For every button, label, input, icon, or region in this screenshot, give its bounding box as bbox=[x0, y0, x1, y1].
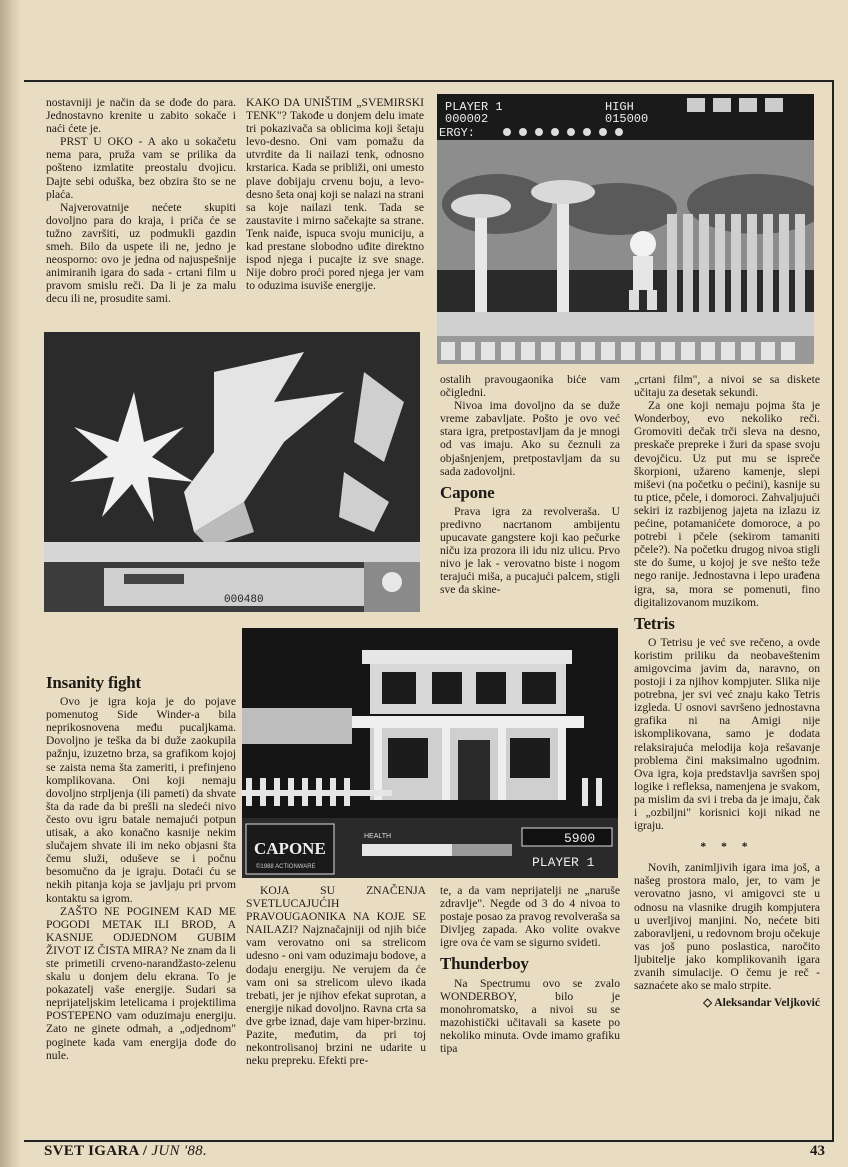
paragraph: te, a da vam neprijatelji ne „naruše zdravlje". Negde od 3 do 4 nivoa to postaje posao za pravog revolveraša sa Divljeg zapada. Ako volite ovakve igre ova će vam se sigurno svideti. bbox=[440, 884, 620, 950]
paragraph: Najverovatnije nećete skupiti dovoljno para do kraja, i priča će se tužno završiti, uz podmukli gazdin smeh. Bilo da uspete ili ne, jedno je neosporno: ovo je jedna od najuspešnije animiranih igara do sada - crtani film u pravom smislu reči. Da li je za malu decu ili ne, prosudite sami. bbox=[46, 200, 236, 306]
page-number: 43 bbox=[810, 1143, 825, 1159]
section-title-insanity-fight: Insanity fight bbox=[46, 673, 141, 692]
section-title-capone: Capone bbox=[440, 482, 495, 502]
high-value: 015000 bbox=[605, 112, 649, 126]
footer-magazine: SVET IGARA / JUN '88. bbox=[44, 1143, 208, 1159]
paragraph: Novih, zanimljivih igara ima još, a našeg prostora malo, jer, to vam je verovatno jasno, vi amigovci ste u odnosu na vlasnike drugih kompjutera u uverljivoj manjini. No, nećete biti zaboravljeni, u redovnom broju očekuje vas još puno poslastica, naročito ljubitelje jako komplikovanih igara zvanih simulacije. O čemu je reč - saznaćete ako se malo strpite. bbox=[634, 861, 820, 993]
paragraph: ostalih pravougaonika biće vam očigledni. bbox=[440, 373, 620, 400]
column-1-top bbox=[46, 96, 236, 328]
high-label: HIGH bbox=[605, 100, 634, 114]
section-title-thunderboy: Thunderboy bbox=[440, 954, 529, 974]
fence bbox=[667, 214, 805, 314]
column-3-bottom bbox=[440, 884, 620, 1134]
capone-player: PLAYER 1 bbox=[532, 855, 595, 870]
awning bbox=[242, 708, 352, 744]
house bbox=[352, 650, 584, 800]
section-title-tetris: Tetris bbox=[634, 613, 675, 633]
paragraph: KAKO DA UNIŠTIM „SVEMIRSKI TENK"? Takođe u donjem delu imate tri pokazivača sa oblicima koji šetaju levo-desno. Oni vam pomažu da utvrdite da li nailazi tenk, odnosno krstarica. Kada se približi, oni umesto plave dobijaju crvenu boju, a levo-desno šeta onaj koji se nalazi na strani sa koje nailazi tenk. Tada se zaustavite i mirno sačekajte sa strane. Tenk naiđe, ispuca svoju municiju, a kad prestane slobodno uđite direktno ispod njega i pucajte iz sve snage. Nije dobro proći pored njega jer vam to oduzima isuviše energije. bbox=[246, 96, 424, 293]
hero-character bbox=[629, 231, 657, 310]
health-label: HEALTH bbox=[364, 833, 392, 840]
author-credit: ◇ Aleksandar Veljković bbox=[703, 996, 820, 1010]
magazine-name: SVET IGARA bbox=[44, 1143, 139, 1159]
paragraph: ZAŠTO NE POGINEM KAD ME POGODI METAK ILI BROD, A KASNIJE ODJEDNOM GUBIM ŽIVOT IZ ČISTA MIRA? Ne znam da li ste primetili crveno-narandžasto-zelenu skalu u donjem delu ekrana. To je pokazatelj vaše energije. Sudari sa neprijateljskim letelicama i projektilima POSTEPENO vam oduzimaju energiju. Zato ne ginete odmah, a „odjednom" poginete kada vam energija dođe do nule. bbox=[46, 904, 236, 1062]
paragraph: Nivoa ima dovoljno da se duže vreme zabavljate. Pošto je ovo već stara igra, pretpostavljam da je mnogi od vas imaju. Ako su čeznuli za objašnjenjem, pretpostavljam da su sada zadovoljni. bbox=[440, 399, 620, 478]
energy-label: ERGY: bbox=[439, 126, 476, 140]
column-1-bottom bbox=[46, 668, 236, 1136]
column-2-bottom bbox=[246, 884, 426, 1134]
column-2-top bbox=[246, 96, 424, 328]
paragraph: Prava igra za revolveraša. U predivno nacrtanom ambijentu upucavate gangstere koji kao pečurke niču iza prozora ili idu niz ulicu. Prvo nivo je lak - verovatno biste i nogom terajući miša, a pucajući palcem, stigli sve da skine- bbox=[440, 504, 620, 597]
column-3 bbox=[440, 373, 620, 625]
paragraph: Ovo je igra koja je do pojave pomenutog Side Winder-a bila neprikosnovena među pucaljkama. Dovoljno je teška da bi duže zaokupila pažnju, izuzetno brza, sa grafikom kojoj se zaista nema šta zameriti, i prefinjeno komplikovana. Oni koji nemaju dovoljno strpljenja (ili pameti) da shvate šta da rade da bi prešli na sledeći nivo često ovu igru batale nemajući potpun utisak, a ako konačno kasnije nekim slučajem shvate ili im neko objasni šta čemu služi, oduševe se i počnu besomučno da je igraju. Dotaći ću se nekih pitanja koja se javljaju pri prvom kontaktu sa igrom. bbox=[46, 695, 236, 905]
thunderboy-screenshot bbox=[437, 94, 814, 364]
capone-screenshot bbox=[242, 628, 618, 878]
paragraph: O Tetrisu je već sve rečeno, a ovde koristim priliku da neobaveštenim amigovcima javim da, naravno, on postoji i za njihov kompjuter. Slika nije potrebna, jer svi već znaju kako Tetris izgleda. U osnovi savršeno jednostavna grafika ni na Amigi nije iskomplikovana, samo je dodata relaksirajuća melodija koja rešavanje problema čini maksimalno ugodnim. Ova igra, koja predstavlja savršen spoj logike i refleksa, namenjena je svakom, pa mislim da svi i treba da je imaju, čak i „ozbiljni" korisnici koji nikad ne igraju. bbox=[634, 635, 820, 833]
score-label: PLAYER 1 bbox=[445, 100, 503, 114]
paragraph: Za one koji nemaju pojma šta je Wonderboy, evo nekoliko reči. Gromoviti dečak trči sleva na desno, preskače prepreke i žuri da spase svoju devojčicu. Uz put mu se ispreče škorpioni, užareno kamenje, slepi miševi (na početku o pećini), kasnije su tu ptice, pčele, i domoroci. Zahvaljujući sekiri iz razbijenog jajeta na izlazu iz pećine, potamanićete domoroce, a po potrebi i pčele (sekirom tamaniti pčele?). Na početku drugog nivoa stigli ste do šume, u kojoj je sve nešto teže nego ranije. Jednostavna i lepo urađena igra, sa, mora se pomenuti, fino digitalizovanom muzikom. bbox=[634, 399, 820, 609]
page-spine bbox=[0, 0, 22, 1167]
paragraph: PRST U OKO - A ako u sokačetu nema para, pruža vam se prilika da pošteno izmlatite preostalu dvojicu. Dajte sebi oduška, bez obzira što se ne plaća. bbox=[46, 135, 236, 201]
insanity-scene bbox=[44, 332, 420, 612]
paragraph: Na Spectrumu ovo se zvalo WONDERBOY, bilo je monohromatsko, a nivoi su se mazohistički učitavali sa kasete po nekoliko minuta. Ovde imamo grafiku tipa bbox=[440, 976, 620, 1056]
paragraph: nostavniji je način da se dođe do para. Jednostavno krenite u zabito sokače i naći ćete je. bbox=[46, 96, 236, 136]
thunderboy-scene bbox=[437, 94, 814, 364]
capone-publisher: ©1988 ACTIONWARE bbox=[256, 864, 316, 870]
score-value: 000002 bbox=[445, 112, 489, 126]
paragraph: KOJA SU ZNAČENJA SVETLUCAJUĆIH PRAVOUGAONIKA NA KOJE SE NAILAZI? Najznačajniji od njih biće vam verovatno oni sa strelicom udesno - oni vam oduzimaju bodove, a dodaju energiju. Ne verujem da će vam oni sa strelicom ulevo ikada trebati, jer je njihov efekat suprotan, a energije nikad dovoljno. Ravna crta sa dve grbe iznad, daje vam hiper-brzinu. Pazite, međutim, da pri toj nekontrolisanoj brzini ne udarite u neku prepreku. Efekti pre- bbox=[246, 884, 426, 1068]
issue-date: JUN '88. bbox=[151, 1143, 208, 1159]
insanity-counter: 000480 bbox=[224, 594, 264, 606]
section-divider: * * * bbox=[700, 840, 754, 854]
capone-scene bbox=[242, 628, 618, 878]
capone-score: 5900 bbox=[564, 831, 596, 846]
insanity-fight-screenshot bbox=[44, 332, 420, 612]
column-4 bbox=[634, 373, 820, 1133]
paragraph: „crtani film", a nivoi se sa diskete učitaju za desetak sekundi. bbox=[634, 373, 820, 400]
capone-logo: CAPONE bbox=[254, 839, 326, 858]
